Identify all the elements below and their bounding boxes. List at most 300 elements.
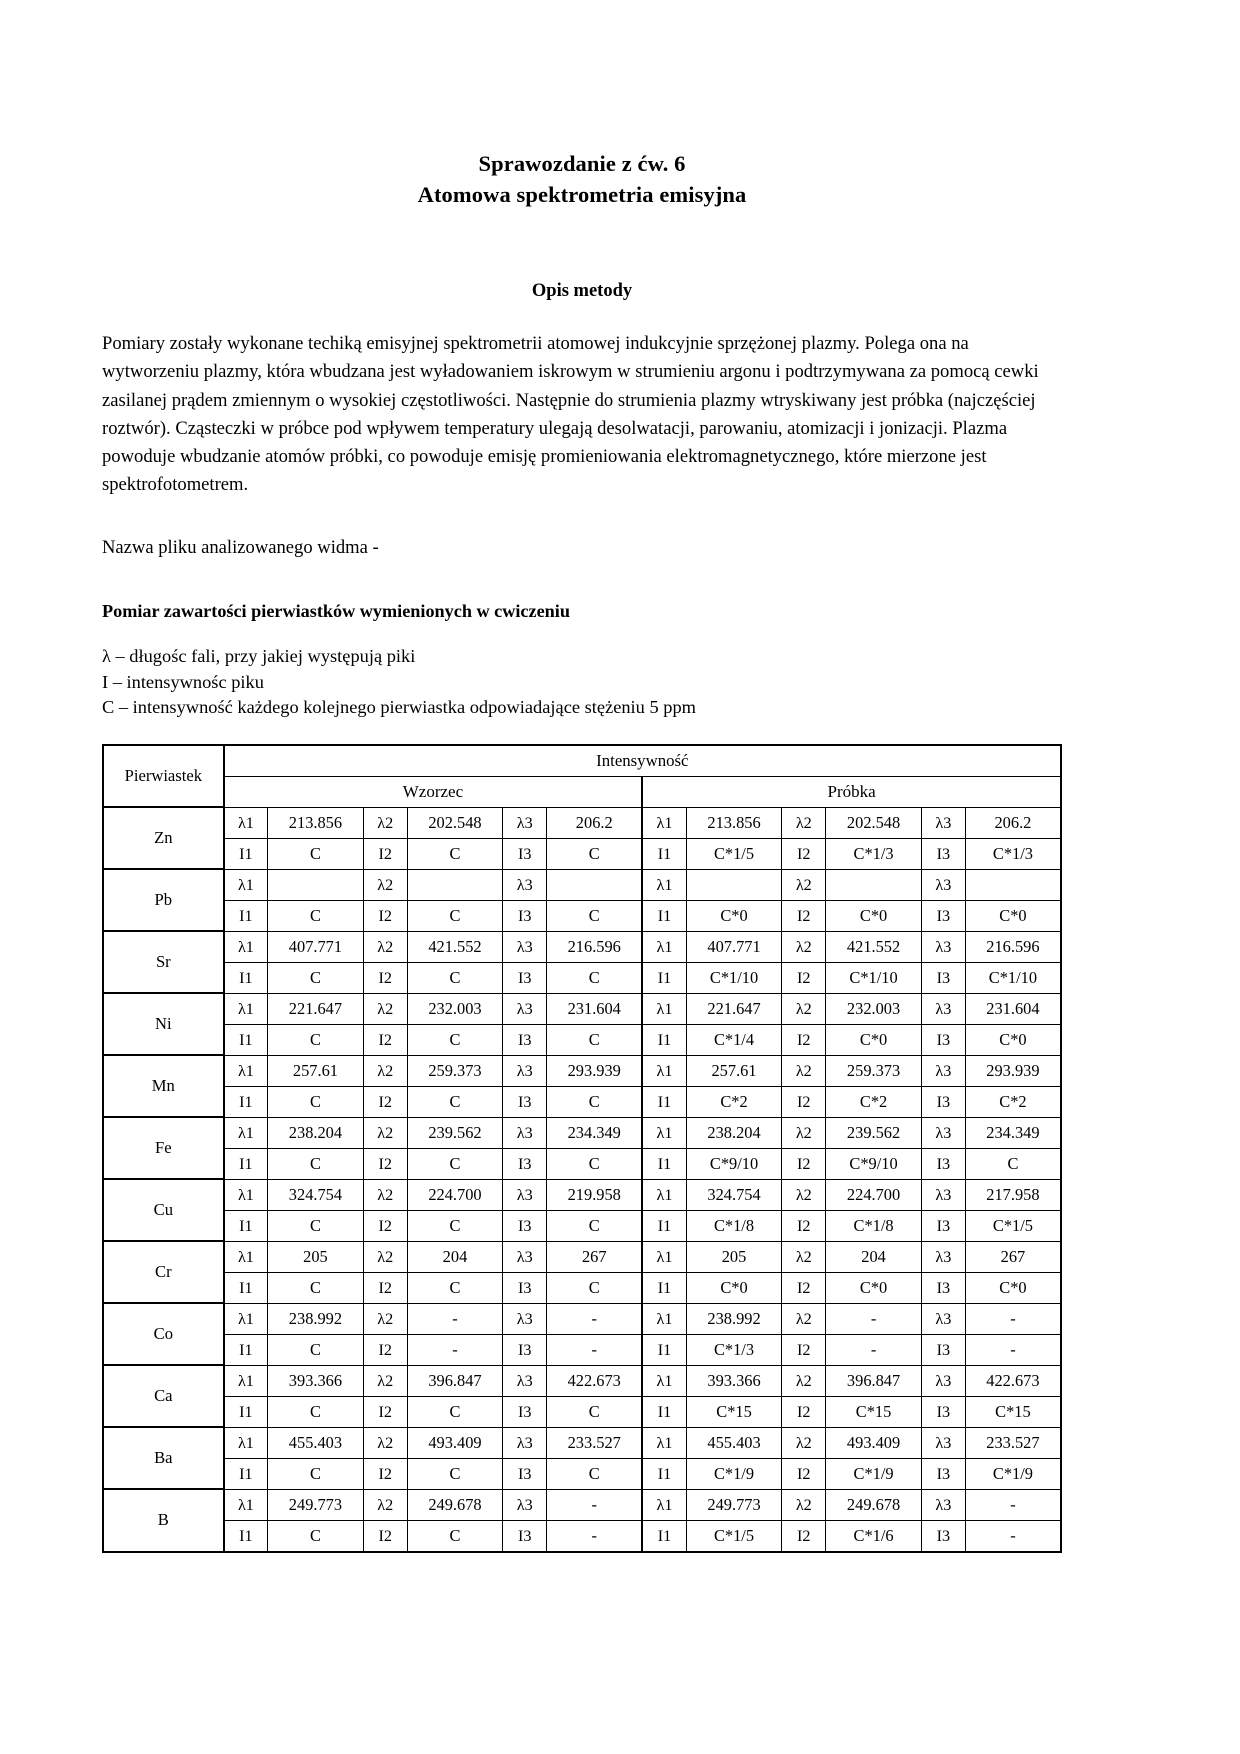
table-row: [103, 838, 1061, 869]
element-symbol-cell: Mn: [103, 1055, 224, 1117]
sample-lambda-value: 213.856: [686, 807, 781, 838]
intensity-label: I1: [224, 1086, 268, 1117]
sample-lambda-value: 267: [965, 1241, 1061, 1272]
table-row: [103, 1148, 1061, 1179]
standard-lambda-value: 202.548: [407, 807, 502, 838]
standard-intensity-value: C: [547, 1272, 642, 1303]
standard-lambda-value: 249.678: [407, 1489, 502, 1520]
intensity-label: I3: [503, 1024, 547, 1055]
intensity-label: I3: [503, 1396, 547, 1427]
intensity-label: I2: [782, 1148, 826, 1179]
intensity-label: I2: [363, 838, 407, 869]
table-body: [103, 807, 1061, 1552]
header-pierwiastek: Pierwiastek: [103, 745, 224, 808]
standard-intensity-value: C: [268, 900, 363, 931]
standard-lambda-value: 257.61: [268, 1055, 363, 1086]
lambda-label: λ3: [921, 1241, 965, 1272]
standard-intensity-value: C: [268, 1272, 363, 1303]
intensity-label: I2: [782, 1024, 826, 1055]
measurement-heading: Pomiar zawartości pierwiastków wymienionych w cwiczeniu: [102, 601, 570, 622]
intensity-label: I3: [503, 1334, 547, 1365]
standard-intensity-value: C: [547, 838, 642, 869]
lambda-label: λ3: [503, 1117, 547, 1148]
element-symbol-cell: Sr: [103, 931, 224, 993]
standard-lambda-value: 393.366: [268, 1365, 363, 1396]
sample-intensity-value: C*1/3: [686, 1334, 781, 1365]
lambda-label: λ3: [921, 1055, 965, 1086]
lambda-label: λ1: [224, 1489, 268, 1520]
lambda-label: λ3: [503, 1427, 547, 1458]
standard-intensity-value: C: [407, 1024, 502, 1055]
legend-item-concentration: C – intensywność każdego kolejnego pierwiastka odpowiadające stężeniu 5 ppm: [102, 697, 696, 718]
intensity-label: I2: [363, 1334, 407, 1365]
sample-lambda-value: 238.992: [686, 1303, 781, 1334]
standard-intensity-value: C: [407, 1520, 502, 1552]
lambda-label: λ3: [921, 1303, 965, 1334]
standard-lambda-value: 206.2: [547, 807, 642, 838]
lambda-label: λ1: [642, 807, 686, 838]
standard-lambda-value: [547, 869, 642, 900]
lambda-label: λ1: [642, 931, 686, 962]
intensity-label: I1: [642, 1520, 686, 1552]
intensity-label: I3: [921, 1334, 965, 1365]
table-row: [103, 1055, 1061, 1086]
standard-intensity-value: C: [268, 1520, 363, 1552]
intensity-label: I3: [921, 962, 965, 993]
intensity-label: I3: [503, 900, 547, 931]
intensity-label: I2: [782, 1210, 826, 1241]
lambda-label: λ2: [782, 1179, 826, 1210]
sample-intensity-value: C*1/3: [965, 838, 1061, 869]
table-row: [103, 1024, 1061, 1055]
sample-intensity-value: C*0: [826, 1024, 921, 1055]
intensity-label: I1: [224, 1024, 268, 1055]
lambda-label: λ2: [782, 1055, 826, 1086]
lambda-label: λ3: [921, 931, 965, 962]
lambda-label: λ1: [224, 993, 268, 1024]
standard-lambda-value: 234.349: [547, 1117, 642, 1148]
lambda-label: λ1: [642, 1055, 686, 1086]
lambda-label: λ1: [642, 1179, 686, 1210]
standard-lambda-value: 267: [547, 1241, 642, 1272]
table-row: [103, 1086, 1061, 1117]
lambda-label: λ3: [503, 1303, 547, 1334]
sample-intensity-value: C*15: [826, 1396, 921, 1427]
intensity-label: I1: [224, 838, 268, 869]
sample-lambda-value: -: [965, 1489, 1061, 1520]
sample-intensity-value: C*15: [686, 1396, 781, 1427]
intensity-label: I3: [921, 1148, 965, 1179]
table-row: [103, 869, 1061, 900]
sample-lambda-value: 217.958: [965, 1179, 1061, 1210]
element-symbol-cell: Cr: [103, 1241, 224, 1303]
intensity-label: I1: [224, 1148, 268, 1179]
standard-intensity-value: C: [268, 1458, 363, 1489]
sample-intensity-value: C*0: [826, 1272, 921, 1303]
sample-lambda-value: 231.604: [965, 993, 1061, 1024]
lambda-label: λ3: [503, 1365, 547, 1396]
element-symbol-cell: Pb: [103, 869, 224, 931]
lambda-label: λ1: [224, 1241, 268, 1272]
standard-lambda-value: 204: [407, 1241, 502, 1272]
standard-intensity-value: C: [547, 1148, 642, 1179]
intensity-label: I1: [224, 1334, 268, 1365]
intensity-label: I2: [782, 1458, 826, 1489]
sample-intensity-value: C*1/4: [686, 1024, 781, 1055]
standard-intensity-value: C: [407, 1148, 502, 1179]
lambda-label: λ3: [503, 869, 547, 900]
standard-intensity-value: C: [268, 962, 363, 993]
lambda-label: λ1: [224, 1117, 268, 1148]
sample-intensity-value: C*2: [686, 1086, 781, 1117]
standard-lambda-value: 239.562: [407, 1117, 502, 1148]
intensity-label: I2: [782, 900, 826, 931]
table-row: [103, 1272, 1061, 1303]
document-content: [102, 0, 1062, 1553]
standard-intensity-value: C: [547, 1210, 642, 1241]
intensity-label: I3: [503, 1148, 547, 1179]
lambda-label: λ2: [363, 1365, 407, 1396]
standard-lambda-value: 422.673: [547, 1365, 642, 1396]
sample-lambda-value: 206.2: [965, 807, 1061, 838]
sample-lambda-value: 422.673: [965, 1365, 1061, 1396]
standard-lambda-value: -: [547, 1303, 642, 1334]
sample-lambda-value: 455.403: [686, 1427, 781, 1458]
sample-lambda-value: 239.562: [826, 1117, 921, 1148]
table-header: [103, 745, 1061, 808]
spectrum-file-name-line: Nazwa pliku analizowanego widma -: [102, 536, 379, 558]
intensity-label: I2: [782, 838, 826, 869]
intensity-label: I2: [363, 1086, 407, 1117]
standard-lambda-value: -: [547, 1489, 642, 1520]
intensity-label: I1: [642, 838, 686, 869]
standard-lambda-value: -: [407, 1303, 502, 1334]
lambda-label: λ1: [224, 1303, 268, 1334]
sample-intensity-value: C*2: [965, 1086, 1061, 1117]
sample-intensity-value: C*9/10: [826, 1148, 921, 1179]
standard-intensity-value: C: [268, 1210, 363, 1241]
header-wzorzec: Wzorzec: [224, 776, 643, 807]
intensity-label: I3: [503, 962, 547, 993]
element-symbol-cell: Cu: [103, 1179, 224, 1241]
intensity-label: I1: [642, 1148, 686, 1179]
standard-lambda-value: 216.596: [547, 931, 642, 962]
standard-lambda-value: 238.992: [268, 1303, 363, 1334]
table-row: [103, 1210, 1061, 1241]
standard-lambda-value: [407, 869, 502, 900]
lambda-label: λ1: [642, 1427, 686, 1458]
lambda-label: λ1: [642, 1303, 686, 1334]
intensity-label: I1: [642, 1210, 686, 1241]
intensity-label: I1: [642, 1458, 686, 1489]
table-row: [103, 900, 1061, 931]
standard-lambda-value: 293.939: [547, 1055, 642, 1086]
intensity-label: I3: [503, 1458, 547, 1489]
intensity-label: I1: [224, 900, 268, 931]
intensity-label: I1: [642, 1086, 686, 1117]
table-row: [103, 931, 1061, 962]
header-probka: Próbka: [642, 776, 1061, 807]
lambda-label: λ2: [363, 931, 407, 962]
lambda-label: λ3: [921, 1179, 965, 1210]
sample-lambda-value: 221.647: [686, 993, 781, 1024]
standard-lambda-value: [268, 869, 363, 900]
lambda-label: λ1: [224, 1179, 268, 1210]
sample-lambda-value: 249.773: [686, 1489, 781, 1520]
intensity-label: I3: [503, 1086, 547, 1117]
sample-lambda-value: 234.349: [965, 1117, 1061, 1148]
lambda-label: λ1: [224, 807, 268, 838]
intensity-label: I1: [224, 962, 268, 993]
sample-lambda-value: -: [826, 1303, 921, 1334]
standard-intensity-value: C: [407, 1458, 502, 1489]
lambda-label: λ1: [224, 1427, 268, 1458]
intensity-label: I2: [363, 1210, 407, 1241]
sample-lambda-value: 421.552: [826, 931, 921, 962]
sample-lambda-value: 324.754: [686, 1179, 781, 1210]
sample-lambda-value: 249.678: [826, 1489, 921, 1520]
lambda-label: λ2: [363, 1179, 407, 1210]
intensity-label: I2: [363, 1520, 407, 1552]
lambda-label: λ3: [503, 931, 547, 962]
element-symbol-cell: Ba: [103, 1427, 224, 1489]
sample-intensity-value: C*1/10: [965, 962, 1061, 993]
sample-lambda-value: 204: [826, 1241, 921, 1272]
table-row: [103, 1179, 1061, 1210]
legend-item-intensity: I – intensywnośc piku: [102, 671, 264, 692]
standard-intensity-value: C: [407, 1272, 502, 1303]
sample-intensity-value: C*1/5: [965, 1210, 1061, 1241]
intensity-label: I2: [782, 1086, 826, 1117]
intensity-data-table: [102, 744, 1062, 1553]
lambda-label: λ3: [503, 1179, 547, 1210]
intensity-label: I1: [224, 1396, 268, 1427]
sample-intensity-value: C*0: [826, 900, 921, 931]
lambda-label: λ2: [363, 807, 407, 838]
intensity-label: I2: [782, 1396, 826, 1427]
intensity-label: I1: [224, 1210, 268, 1241]
sample-intensity-value: C*1/10: [826, 962, 921, 993]
lambda-label: λ2: [782, 1241, 826, 1272]
lambda-label: λ2: [782, 869, 826, 900]
method-description-paragraph: Pomiary zostały wykonane techiką emisyjnej spektrometrii atomowej indukcyjnie sprzężonej plazmy. Polega ona na wytworzeniu plazmy, która wbudzana jest wyładowaniem iskrowym w strumieniu argonu i podtrzymywana za pomocą cewki zasilanej prądem zmiennym o wysokiej częstotliwości. Następnie do strumienia plazmy wtryskiwany jest próbka (najczęściej roztwór). Cząsteczki w próbce pod wpływem temperatury ulegają desolwatacji, parowaniu, atomizacji i jonizacji. Plazma powoduje wbudzanie atomów próbki, co powoduje emisję promieniowania elektromagnetycznego, które mierzone jest spektrofotometrem.: [102, 333, 1039, 496]
element-symbol-cell: Zn: [103, 807, 224, 869]
lambda-label: λ3: [921, 993, 965, 1024]
lambda-label: λ2: [782, 1489, 826, 1520]
sample-intensity-value: C*1/6: [826, 1520, 921, 1552]
standard-lambda-value: 231.604: [547, 993, 642, 1024]
standard-lambda-value: 421.552: [407, 931, 502, 962]
lambda-label: λ3: [503, 993, 547, 1024]
standard-lambda-value: 455.403: [268, 1427, 363, 1458]
lambda-label: λ1: [642, 1489, 686, 1520]
sample-lambda-value: [965, 869, 1061, 900]
table-row: [103, 1334, 1061, 1365]
standard-intensity-value: -: [547, 1520, 642, 1552]
lambda-label: λ1: [224, 931, 268, 962]
standard-intensity-value: C: [547, 900, 642, 931]
sample-intensity-value: C*1/9: [826, 1458, 921, 1489]
lambda-label: λ2: [363, 1303, 407, 1334]
intensity-label: I2: [782, 1334, 826, 1365]
standard-lambda-value: 213.856: [268, 807, 363, 838]
lambda-label: λ2: [782, 1303, 826, 1334]
standard-intensity-value: C: [268, 1086, 363, 1117]
lambda-label: λ1: [642, 1241, 686, 1272]
sample-intensity-value: C*0: [686, 900, 781, 931]
lambda-label: λ3: [921, 869, 965, 900]
lambda-label: λ3: [921, 1427, 965, 1458]
sample-lambda-value: 216.596: [965, 931, 1061, 962]
table-row: [103, 1241, 1061, 1272]
sample-intensity-value: -: [965, 1520, 1061, 1552]
sample-lambda-value: [826, 869, 921, 900]
sample-lambda-value: 396.847: [826, 1365, 921, 1396]
symbol-legend: [102, 644, 1062, 721]
intensity-label: I2: [363, 900, 407, 931]
standard-lambda-value: 224.700: [407, 1179, 502, 1210]
standard-lambda-value: 205: [268, 1241, 363, 1272]
sample-intensity-value: -: [826, 1334, 921, 1365]
sample-intensity-value: -: [965, 1334, 1061, 1365]
standard-lambda-value: 221.647: [268, 993, 363, 1024]
table-row: [103, 1427, 1061, 1458]
section-heading-opis-metody: Opis metody: [531, 281, 633, 301]
table-row: [103, 1117, 1061, 1148]
intensity-label: I1: [642, 962, 686, 993]
intensity-label: I3: [921, 1520, 965, 1552]
intensity-label: I3: [921, 838, 965, 869]
standard-intensity-value: C: [547, 962, 642, 993]
sample-lambda-value: [686, 869, 781, 900]
standard-lambda-value: 249.773: [268, 1489, 363, 1520]
intensity-label: I3: [503, 1520, 547, 1552]
sample-lambda-value: 233.527: [965, 1427, 1061, 1458]
standard-intensity-value: C: [268, 1024, 363, 1055]
standard-lambda-value: 259.373: [407, 1055, 502, 1086]
intensity-label: I2: [363, 962, 407, 993]
table-row: [103, 807, 1061, 838]
table-row: [103, 1365, 1061, 1396]
lambda-label: λ1: [642, 1117, 686, 1148]
standard-intensity-value: C: [407, 1396, 502, 1427]
intensity-label: I2: [363, 1272, 407, 1303]
element-symbol-cell: Fe: [103, 1117, 224, 1179]
standard-intensity-value: C: [268, 1396, 363, 1427]
lambda-label: λ1: [224, 869, 268, 900]
lambda-label: λ1: [642, 1365, 686, 1396]
lambda-label: λ2: [363, 1489, 407, 1520]
intensity-label: I1: [642, 1272, 686, 1303]
lambda-label: λ2: [363, 1055, 407, 1086]
sample-intensity-value: C*0: [965, 900, 1061, 931]
intensity-label: I2: [363, 1458, 407, 1489]
intensity-label: I1: [224, 1458, 268, 1489]
intensity-label: I2: [363, 1148, 407, 1179]
standard-intensity-value: C: [407, 838, 502, 869]
lambda-label: λ2: [782, 993, 826, 1024]
standard-intensity-value: C: [268, 838, 363, 869]
document-title: [102, 148, 1062, 210]
sample-lambda-value: 393.366: [686, 1365, 781, 1396]
sample-lambda-value: 205: [686, 1241, 781, 1272]
lambda-label: λ2: [363, 1241, 407, 1272]
intensity-label: I3: [921, 1396, 965, 1427]
standard-intensity-value: C: [547, 1458, 642, 1489]
lambda-label: λ3: [921, 807, 965, 838]
sample-intensity-value: C: [965, 1148, 1061, 1179]
table-row: [103, 1458, 1061, 1489]
lambda-label: λ3: [921, 1117, 965, 1148]
table-row: [103, 1396, 1061, 1427]
standard-lambda-value: 324.754: [268, 1179, 363, 1210]
intensity-label: I3: [921, 1086, 965, 1117]
intensity-label: I3: [921, 900, 965, 931]
table-row: [103, 993, 1061, 1024]
sample-intensity-value: C*1/8: [826, 1210, 921, 1241]
table-row: [103, 1520, 1061, 1552]
header-intensywnosc: Intensywność: [224, 745, 1061, 777]
intensity-label: I3: [503, 1210, 547, 1241]
intensity-label: I1: [642, 1396, 686, 1427]
standard-intensity-value: C: [547, 1024, 642, 1055]
standard-intensity-value: C: [407, 1210, 502, 1241]
sample-lambda-value: 293.939: [965, 1055, 1061, 1086]
lambda-label: λ1: [642, 869, 686, 900]
legend-item-lambda: λ – długośc fali, przy jakiej występują piki: [102, 646, 416, 667]
sample-intensity-value: C*1/5: [686, 838, 781, 869]
standard-lambda-value: 233.527: [547, 1427, 642, 1458]
lambda-label: λ3: [921, 1365, 965, 1396]
standard-intensity-value: C: [268, 1148, 363, 1179]
sample-intensity-value: C*0: [965, 1024, 1061, 1055]
lambda-label: λ2: [363, 1427, 407, 1458]
sample-lambda-value: 493.409: [826, 1427, 921, 1458]
standard-intensity-value: -: [407, 1334, 502, 1365]
intensity-label: I3: [921, 1210, 965, 1241]
element-symbol-cell: Ni: [103, 993, 224, 1055]
lambda-label: λ3: [503, 1055, 547, 1086]
intensity-label: I2: [782, 962, 826, 993]
standard-intensity-value: C: [547, 1086, 642, 1117]
intensity-label: I1: [642, 900, 686, 931]
sample-intensity-value: C*2: [826, 1086, 921, 1117]
element-symbol-cell: Ca: [103, 1365, 224, 1427]
sample-lambda-value: 407.771: [686, 931, 781, 962]
standard-lambda-value: 407.771: [268, 931, 363, 962]
intensity-label: I3: [921, 1024, 965, 1055]
standard-lambda-value: 396.847: [407, 1365, 502, 1396]
sample-intensity-value: C*15: [965, 1396, 1061, 1427]
intensity-label: I1: [224, 1520, 268, 1552]
lambda-label: λ2: [782, 931, 826, 962]
title-line-2: Atomowa spektrometria emisyjna: [417, 182, 747, 207]
intensity-label: I1: [224, 1272, 268, 1303]
sample-intensity-value: C*1/5: [686, 1520, 781, 1552]
table-row: [103, 1303, 1061, 1334]
lambda-label: λ3: [503, 807, 547, 838]
intensity-label: I2: [363, 1024, 407, 1055]
lambda-label: λ2: [782, 1117, 826, 1148]
sample-intensity-value: C*0: [965, 1272, 1061, 1303]
lambda-label: λ1: [224, 1365, 268, 1396]
standard-intensity-value: C: [407, 962, 502, 993]
table-row: [103, 962, 1061, 993]
sample-intensity-value: C*9/10: [686, 1148, 781, 1179]
intensity-label: I2: [782, 1520, 826, 1552]
table-row: [103, 1489, 1061, 1520]
element-symbol-cell: B: [103, 1489, 224, 1552]
